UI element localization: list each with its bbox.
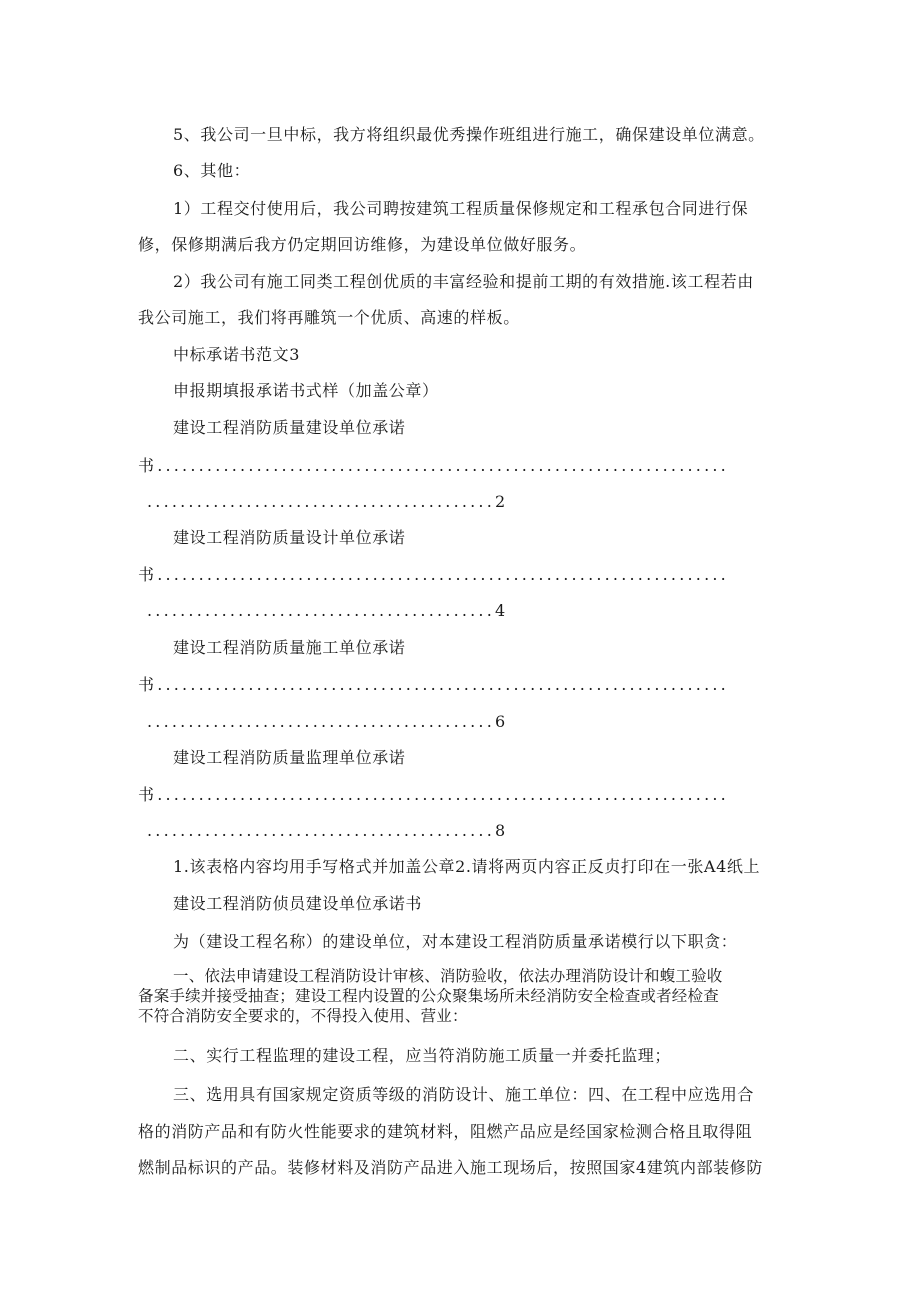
toc-entry-title-design-unit: 建设工程消防质量设计单位承诺 bbox=[173, 528, 406, 547]
text-line-clause-3-b: 格的消防产品和有防火性能要求的建筑材料，阻燃产品应是经国家检测合格且取得阻 bbox=[138, 1122, 753, 1141]
toc-entry-leader-supervision-unit: 书..................................................................... bbox=[138, 785, 729, 804]
toc-entry-page-design-unit: ..........................................4 bbox=[147, 601, 509, 620]
section-heading-sample-3: 中标承诺书范文3 bbox=[173, 345, 300, 364]
document-title-commitment: 建设工程消防侦员建设单位承诺书 bbox=[173, 894, 423, 913]
text-line-subitem-1-b: 修，保修期满后我方仍定期回访维修，为建设单位做好服务。 bbox=[138, 235, 587, 254]
toc-entry-page-supervision-unit: ..........................................8 bbox=[147, 821, 509, 840]
toc-entry-leader-construction-unit: 书..................................................................... bbox=[138, 456, 729, 475]
text-line-clause-2: 二、实行工程监理的建设工程，应当符消防施工质量一并委托监理； bbox=[173, 1046, 672, 1065]
toc-entry-title-supervision-unit: 建设工程消防质量监理单位承诺 bbox=[173, 748, 406, 767]
text-line-clause-1-a: 一、依法申请建设工程消防设计审核、消防验收，依法办理消防设计和蝮工验收 bbox=[173, 967, 723, 985]
text-line-clause-3-c: 燃制品标识的产品。装修材料及消防产品进入施工现场后，按照国家4建筑内部装修防 bbox=[138, 1158, 763, 1177]
text-line-subitem-2-b: 我公司施工，我们将再雕筑一个优质、高速的样板。 bbox=[138, 308, 520, 327]
text-line-intro: 为（建设工程名称）的建设单位，对本建设工程消防质量承诺模行以下职贪： bbox=[173, 932, 738, 951]
toc-entry-page-construction-unit: ..........................................2 bbox=[147, 492, 509, 511]
text-line-clause-3-a: 三、选用具有国家规定资质等级的消防设计、施工单位：四、在工程中应选用合 bbox=[173, 1085, 755, 1104]
note-printing-instructions: 1.该表格内容均用手写格式并加盖公章2.请将两页内容正反贞打印在一张A4纸上 bbox=[173, 857, 761, 876]
text-line-item-6: 6、其他： bbox=[173, 161, 251, 180]
text-line-clause-1-c: 不符合消防安全要求的，不得投入使用、营业： bbox=[138, 1007, 468, 1025]
toc-entry-page-contractor-unit: ..........................................6 bbox=[147, 712, 509, 731]
text-line-subitem-2-a: 2）我公司有施工同类工程创优质的丰富经验和提前工期的有效措施.该工程若由 bbox=[173, 272, 754, 291]
toc-entry-leader-contractor-unit: 书..................................................................... bbox=[138, 675, 729, 694]
section-heading-form-template: 申报期填报承诺书式样（加盖公章） bbox=[173, 381, 439, 400]
text-line-item-5: 5、我公司一旦中标，我方将组织最优秀操作班组进行施工，确保建设单位满意。 bbox=[173, 125, 765, 144]
text-line-clause-1-b: 备案手续并接受抽查；建设工程内设置的公众聚集场所未经消防安全检查或者经检查 bbox=[138, 987, 719, 1005]
text-line-subitem-1-a: 1）工程交付使用后，我公司聘按建筑工程质量保修规定和工程承包合同进行保 bbox=[173, 199, 749, 218]
toc-entry-leader-design-unit: 书..................................................................... bbox=[138, 565, 729, 584]
toc-entry-title-construction-unit: 建设工程消防质量建设单位承诺 bbox=[173, 418, 406, 437]
toc-entry-title-contractor-unit: 建设工程消防质量施工单位承诺 bbox=[173, 638, 406, 657]
